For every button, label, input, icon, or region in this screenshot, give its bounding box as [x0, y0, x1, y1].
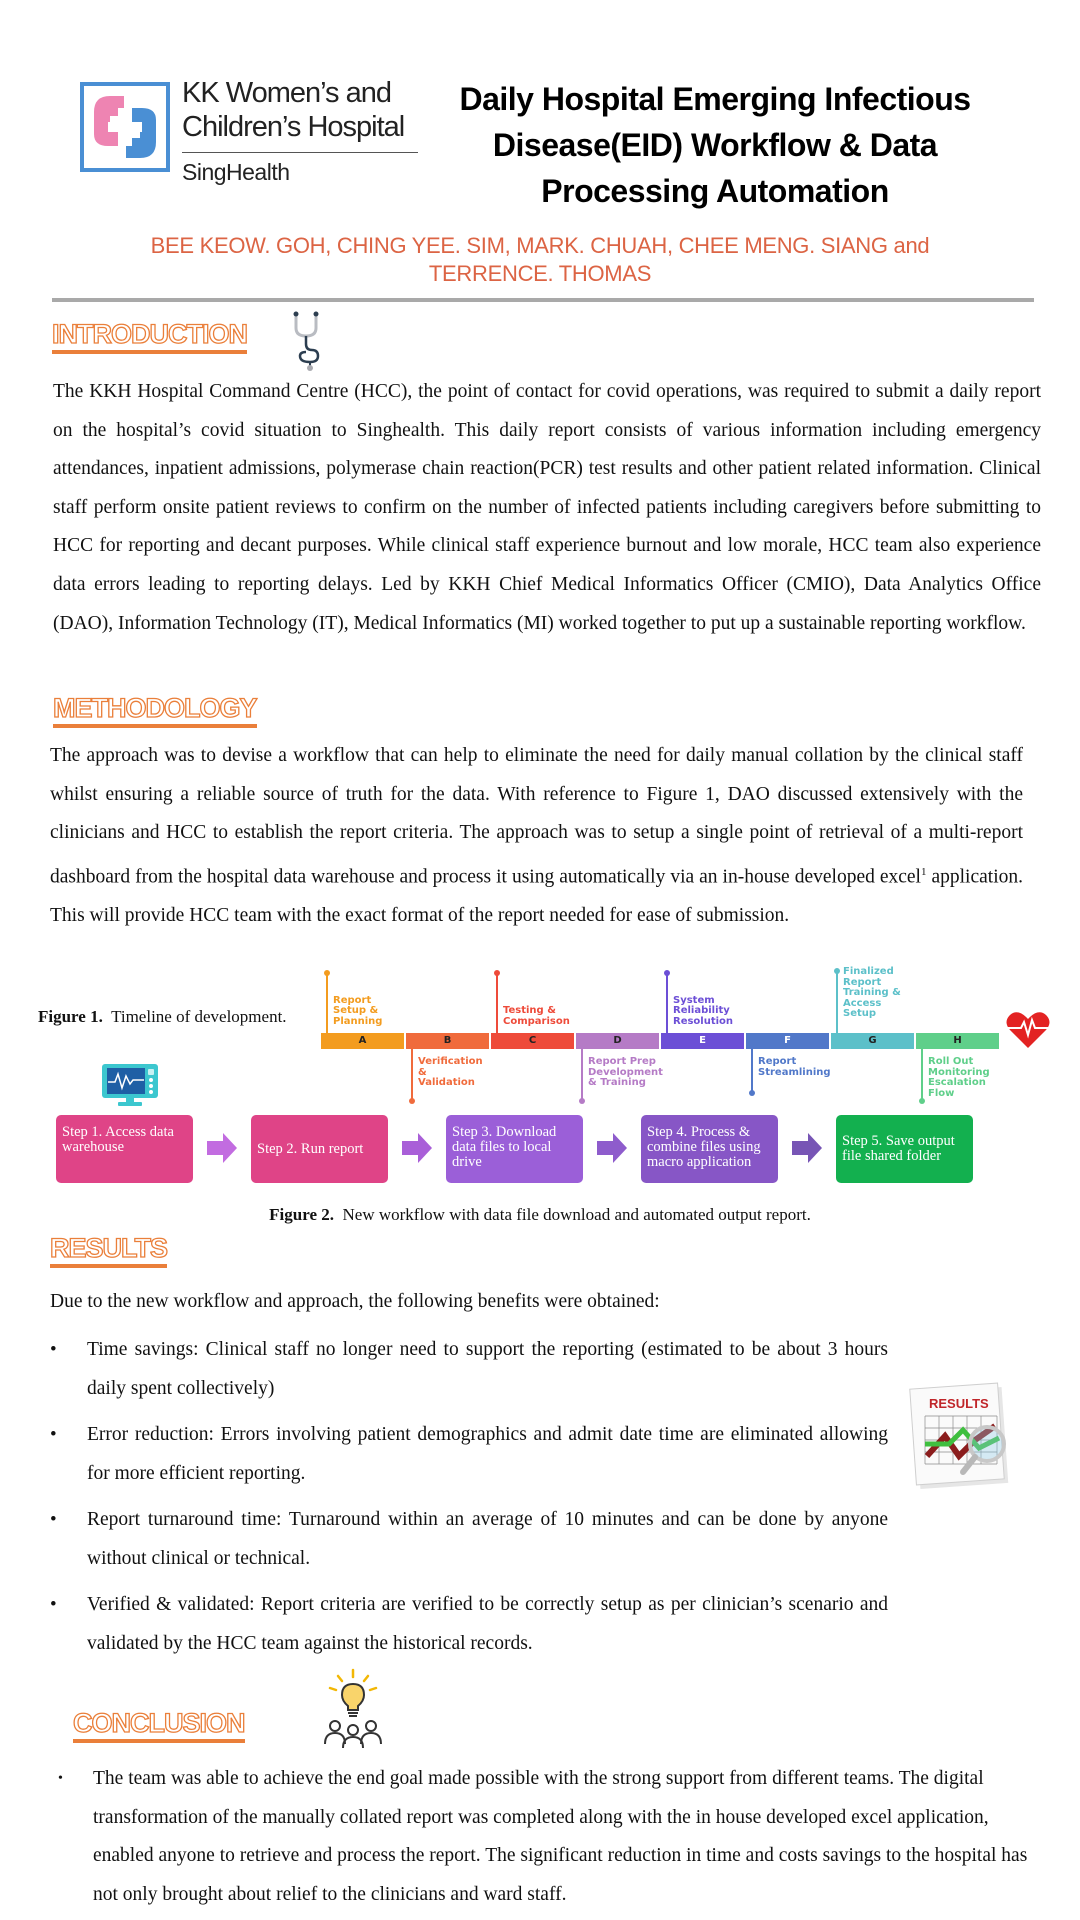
results-bullet-text: Verified & validated: Report criteria are verified to be correctly setup as per clinician’s scenario and validated by the HCC team against the historical records.	[87, 1594, 888, 1654]
workflow-step-2	[251, 1115, 388, 1183]
timeline-label-line: & Training	[588, 1077, 646, 1088]
results-bullet	[50, 1586, 888, 1663]
timeline-stem	[751, 1049, 753, 1093]
results-report-icon	[905, 1380, 1025, 1490]
timeline-label-line: &	[418, 1066, 427, 1078]
timeline-label-line: Roll Out	[928, 1056, 974, 1067]
workflow-step-text: Step 5. Save output file shared folder	[842, 1133, 955, 1164]
results-intro: Due to the new workflow and approach, the following benefits were obtained:	[50, 1291, 660, 1312]
timeline-label-line: Access	[843, 997, 882, 1009]
workflow-arrow-icon	[402, 1133, 432, 1163]
figure2-caption	[0, 1205, 1080, 1225]
logo-divider	[182, 152, 418, 153]
stethoscope-icon	[290, 310, 326, 372]
heartbeat-icon	[1005, 1010, 1051, 1050]
timeline-label-line: Finalized	[843, 966, 894, 977]
workflow-arrow-icon	[207, 1133, 237, 1163]
timeline-label-line: Report	[758, 1056, 797, 1067]
workflow-step-5	[836, 1115, 973, 1183]
timeline-label-b	[418, 1057, 483, 1089]
timeline-phase-d: D	[576, 1033, 659, 1049]
timeline-phase-c: C	[491, 1033, 574, 1049]
timeline-label-line: Streamlining	[758, 1066, 831, 1078]
timeline-dot	[324, 970, 330, 976]
figure2-caption-text: New workflow with data file download and automated output report.	[342, 1205, 811, 1224]
introduction-body: The KKH Hospital Command Centre (HCC), the point of contact for covid operations, was required to submit a daily report on the hospital’s covid situation to Singhealth. This daily report consists of various information including emergency attendances, inpatient admissions, polymerase chain reaction(PCR) test results and other patient related information. Clinical staff perform onsite patient reviews to confirm on the number of infected patients including caregivers before submitting to HCC for reporting and decant purposes. While clinical staff experience burnout and low morale, HCC team also experience data errors leading to reporting delays. Led by KKH Chief Medical Informatics Officer (CMIO), Data Analytics Office (DAO), Information Technology (IT), Medical Informatics (MI) worked together to put up a sustainable reporting workflow.	[53, 381, 1041, 634]
logo-line-3: SingHealth	[182, 159, 290, 185]
conclusion-bullet-text: The team was able to achieve the end goal made possible with the strong support from different teams. The digital transformation of the manually collated report was completed along with the in house developed excel application, enabled anyone to retrieve and process the report. The significant reduction in time and costs savings to the hospital has not only brought about relief to the clinicians and ward staff.	[93, 1768, 1028, 1905]
figure1-caption-number: Figure 1.	[38, 1007, 103, 1026]
kkh-logo-mark	[80, 82, 170, 172]
timeline-label-line: Resolution	[673, 1015, 734, 1027]
workflow-step-3	[446, 1115, 583, 1183]
timeline-label-line: Planning	[333, 1015, 383, 1027]
results-heading: RESULTS	[50, 1232, 167, 1268]
workflow-step-text: Step 2. Run report	[257, 1140, 364, 1157]
title-line: Disease(EID) Workflow & Data	[492, 127, 938, 163]
methodology-text-2: application. This will provide HCC team with the exact format of the report needed for ease of submission.	[50, 866, 1023, 926]
footnote-marker: 1	[920, 865, 927, 878]
authors-line: TERRENCE. THOMAS	[428, 261, 652, 286]
title-line: Daily Hospital Emerging Infectious	[459, 81, 971, 117]
timeline-label-line: Setup	[843, 1008, 877, 1019]
timeline-label-d	[588, 1057, 663, 1089]
workflow-step-text: Step 4. Process & combine files using macro application	[647, 1124, 761, 1170]
workflow-step-text: Step 1. Access data warehouse	[62, 1124, 174, 1155]
timeline-label-line: Reliability	[673, 1005, 730, 1016]
timeline-label-line: Flow	[928, 1087, 955, 1099]
timeline-dot	[494, 970, 500, 976]
heart-monitor-icon	[100, 1062, 160, 1108]
methodology-heading: METHODOLOGY	[53, 692, 257, 728]
timeline-label-line: Setup &	[333, 1005, 379, 1016]
timeline-stem	[921, 1049, 923, 1101]
logo-line-2: Children’s Hospital	[182, 111, 405, 143]
workflow-arrow-icon	[597, 1133, 627, 1163]
timeline-label-g	[843, 967, 901, 1020]
hospital-cross-icon	[84, 86, 166, 168]
poster-title	[430, 76, 1000, 214]
timeline-phase-g: G	[831, 1033, 914, 1049]
timeline-label-line: Training &	[843, 987, 901, 998]
methodology-text-1: The approach was to devise a workflow that can help to eliminate the need for daily manual collation by the clinical staff whilst ensuring a reliable source of truth for the data. With reference to Figure 1, DAO discussed extensively with the clinicians and HCC to establish the report criteria. The approach was to setup a single point of retrieval of a multi-report dashboard from the hospital data warehouse and process it using automatically via an in-house developed excel	[50, 745, 1023, 888]
timeline-label-line: Testing &	[503, 1005, 556, 1016]
results-bullet	[50, 1501, 888, 1578]
timeline-phase-h: H	[916, 1033, 999, 1049]
timeline-label-line: Validation	[418, 1077, 475, 1088]
timeline-phase-a: A	[321, 1033, 404, 1049]
timeline-dot	[664, 970, 670, 976]
hospital-logo-text	[182, 76, 418, 185]
bullet-marker: •	[58, 1771, 63, 1786]
authors	[80, 232, 1000, 288]
figure2-caption-number: Figure 2.	[269, 1205, 335, 1224]
logo-line-1: KK Women’s and	[182, 77, 391, 109]
introduction-heading: INTRODUCTION	[52, 318, 247, 354]
results-bullet	[50, 1331, 888, 1408]
timeline-label-line: Escalation	[928, 1077, 986, 1088]
timeline-label-f	[758, 1057, 831, 1078]
timeline-label-line: Report	[843, 976, 882, 988]
timeline-dot	[579, 1098, 585, 1104]
timeline-stem	[581, 1049, 583, 1101]
workflow-step-4	[641, 1115, 778, 1183]
timeline-stem	[496, 973, 498, 1033]
timeline-dot	[749, 1090, 755, 1096]
results-bullet-text: Report turnaround time: Turnaround within an average of 10 minutes and can be done by anyone without clinical or technical.	[87, 1509, 888, 1569]
timeline-dot	[409, 1098, 415, 1104]
timeline-label-line: Report	[333, 994, 372, 1006]
methodology-body	[50, 737, 1023, 935]
figure1-caption	[38, 1007, 287, 1027]
timeline-phase-b: B	[406, 1033, 489, 1049]
workflow-step-text: Step 3. Download data files to local drive	[452, 1124, 557, 1170]
bullet-marker: •	[50, 1339, 57, 1360]
conclusion-bullet	[58, 1760, 1043, 1914]
timeline-phase-f: F	[746, 1033, 829, 1049]
authors-line: BEE KEOW. GOH, CHING YEE. SIM, MARK. CHUAH, CHEE MENG. SIANG and	[150, 233, 930, 258]
timeline-label-e	[673, 996, 733, 1028]
results-bullet	[50, 1416, 888, 1493]
timeline-label-line: Monitoring	[928, 1066, 990, 1078]
timeline-stem	[411, 1049, 413, 1101]
bullet-marker: •	[50, 1509, 57, 1530]
workflow-step-1	[56, 1115, 193, 1183]
timeline-stem	[836, 971, 838, 1033]
results-bullet-text: Error reduction: Errors involving patient demographics and admit date time are eliminated allowing for more efficient reporting.	[87, 1424, 888, 1484]
timeline-stem	[666, 973, 668, 1033]
workflow-arrow-icon	[792, 1133, 822, 1163]
title-line: Processing Automation	[541, 173, 889, 209]
team-idea-icon	[318, 1668, 388, 1750]
timeline-label-line: Report Prep	[588, 1056, 656, 1067]
results-bullet-text: Time savings: Clinical staff no longer need to support the reporting (estimated to be about 3 hours daily spent collectively)	[87, 1339, 888, 1399]
timeline-label-h	[928, 1057, 990, 1099]
figure1-caption-text: Timeline of development.	[111, 1007, 287, 1026]
timeline-label-line: Comparison	[503, 1015, 570, 1027]
header-divider	[52, 298, 1034, 302]
timeline-label-line: Verification	[418, 1056, 483, 1067]
conclusion-heading: CONCLUSION	[73, 1707, 245, 1743]
timeline-label-a	[333, 996, 382, 1028]
results-icon-label: RESULTS	[929, 1396, 989, 1411]
timeline-label-line: System	[673, 994, 715, 1006]
timeline-label-line: Development	[588, 1066, 663, 1078]
bullet-marker: •	[50, 1594, 57, 1615]
timeline-dot	[919, 1098, 925, 1104]
timeline-label-c	[503, 1006, 570, 1027]
timeline-dot	[834, 968, 840, 974]
timeline-phase-e: E	[661, 1033, 744, 1049]
bullet-marker: •	[50, 1424, 57, 1445]
timeline-stem	[326, 973, 328, 1033]
